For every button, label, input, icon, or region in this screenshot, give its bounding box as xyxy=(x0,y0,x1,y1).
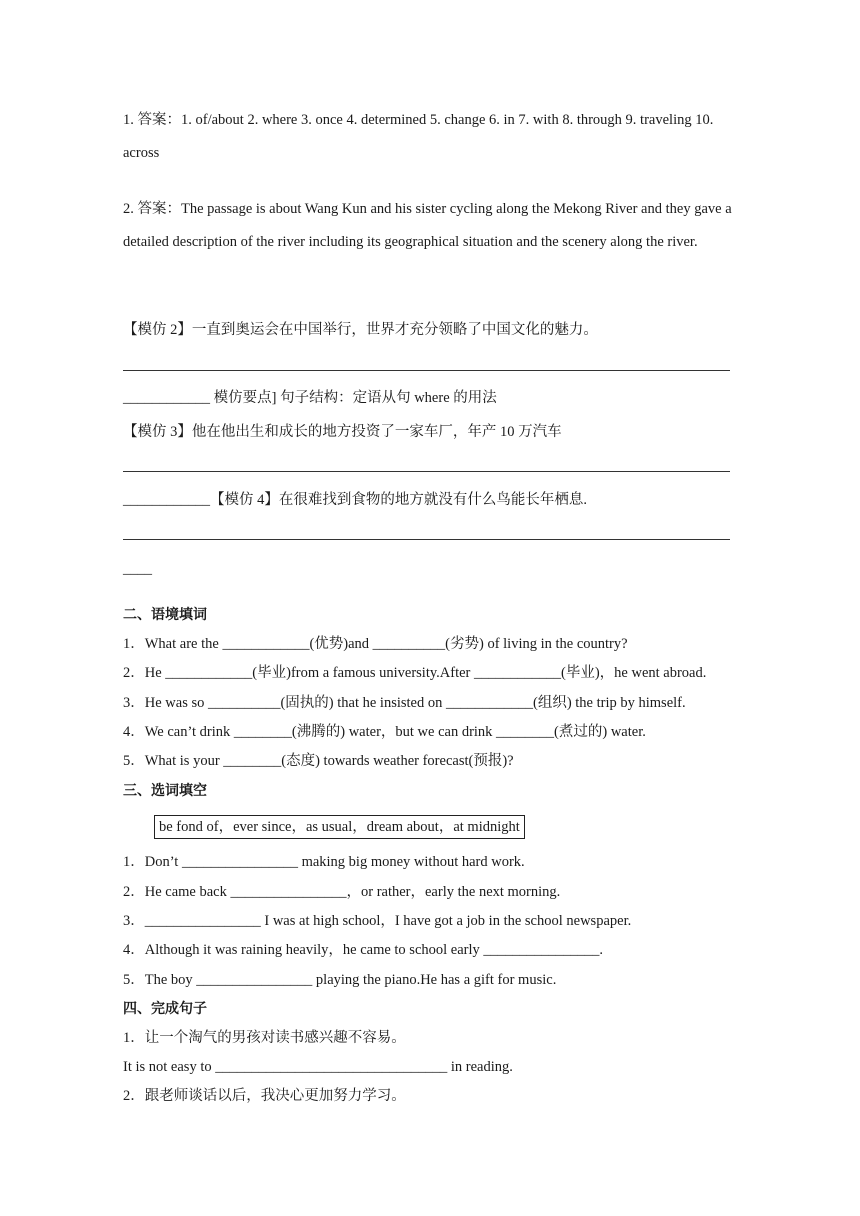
section-2-item-2: 2．He ____________(毕业)from a famous university.After ____________(毕业)，he went abroad. xyxy=(123,665,707,681)
section-2-heading: 二、语境填词 xyxy=(123,607,207,623)
section-4-item-2: 2．跟老师谈话以后，我决心更加努力学习。 xyxy=(123,1088,406,1104)
answer-rule xyxy=(123,471,730,472)
answer-rule xyxy=(123,370,730,371)
answer-rule xyxy=(123,539,730,540)
answer-1: 1. 答案：1. of/about 2. where 3. once 4. determined 5. change 6. in 7. with 8. through 9. traveling 10. across xyxy=(123,112,714,161)
section-4-item-1: 1．让一个淘气的男孩对读书感兴趣不容易。 xyxy=(123,1030,406,1046)
answer-2: 2. 答案：The passage is about Wang Kun and his sister cycling along the Mekong River and they gave a detailed description of the river including its geographical situation and the scenery along the river. xyxy=(123,201,732,250)
imitation-4-end: ____ xyxy=(123,561,152,577)
section-3-item-4: 4．Although it was raining heavily，he came to school early ________________. xyxy=(123,942,604,958)
section-3-item-5: 5．The boy ________________ playing the piano.He has a gift for music. xyxy=(123,972,557,988)
section-4-heading: 四、完成句子 xyxy=(123,1001,207,1017)
section-2-item-1: 1．What are the ____________(优势)and __________(劣势) of living in the country? xyxy=(123,636,628,652)
imitation-4: ____________【模仿 4】在很难找到食物的地方就没有什么鸟能长年栖息. xyxy=(123,492,587,508)
section-3-item-1: 1．Don’t ________________ making big money without hard work. xyxy=(123,854,525,870)
imitation-2: 【模仿 2】一直到奥运会在中国举行，世界才充分领略了中国文化的魅力。 xyxy=(123,322,598,338)
imitation-2-tail: ____________ 模仿要点] 句子结构：定语从句 where 的用法 xyxy=(123,390,497,406)
section-2-item-4: 4．We can’t drink ________(沸腾的) water，but we can drink ________(煮过的) water. xyxy=(123,724,646,740)
section-3-item-3: 3．________________ I was at high school，I have got a job in the school newspaper. xyxy=(123,913,632,929)
section-4-item-1-sentence: It is not easy to ________________________________ in reading. xyxy=(123,1059,513,1075)
word-box: be fond of，ever since，as usual，dream about，at midnight xyxy=(154,815,525,839)
section-2-item-3: 3．He was so __________(固执的) that he insisted on ____________(组织) the trip by himself. xyxy=(123,695,686,711)
section-2-item-5: 5．What is your ________(态度) towards weather forecast(预报)? xyxy=(123,753,514,769)
section-3-item-2: 2．He came back ________________，or rather，early the next morning. xyxy=(123,884,561,900)
imitation-3: 【模仿 3】他在他出生和成长的地方投资了一家车厂，年产 10 万汽车 xyxy=(123,424,562,440)
section-3-heading: 三、选词填空 xyxy=(123,783,207,799)
